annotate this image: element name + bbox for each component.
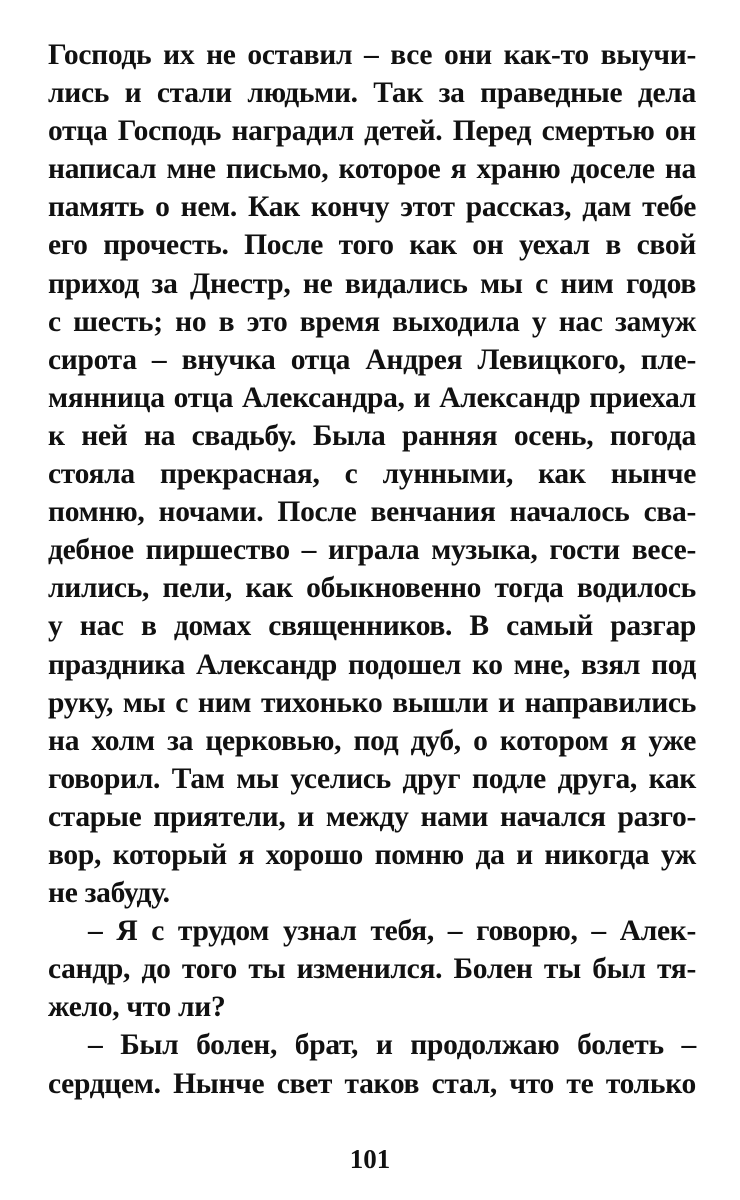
text-line: помню, ночами. После венчания началось сва- <box>48 496 696 529</box>
text-line: Господь их не оставил – все они как-то выучи- <box>48 39 696 71</box>
text-line: лились, пели, как обыкновенно тогда водилось <box>48 572 696 605</box>
text-line: праздника Александр подошел ко мне, взял под <box>48 648 696 681</box>
text-line: не забуду. <box>48 877 170 910</box>
text-line: мянница отца Александра, и Александр приехал <box>48 381 696 414</box>
text-line: написал мне письмо, которое я храню доселе на <box>48 153 696 186</box>
text-line: на холм за церковью, под дуб, о котором я уже <box>48 724 696 757</box>
text-line: старые приятели, и между нами начался разго- <box>48 800 696 833</box>
paragraph-1 <box>48 36 696 912</box>
text-line: сердцем. Нынче свет таков стал, что те только <box>48 1067 696 1100</box>
text-line: у нас в домах священников. В самый разгар <box>48 610 696 643</box>
text-line: приход за Днестр, не видались мы с ним годов <box>48 267 696 300</box>
text-line: руку, мы с ним тихонько вышли и направились <box>48 686 696 719</box>
page-text <box>48 36 696 1103</box>
text-line: сандр, до того ты изменился. Болен ты был тя- <box>48 953 696 986</box>
text-line: к ней на свадьбу. Была ранняя осень, погода <box>48 419 696 452</box>
text-line: память о нем. Как кончу этот рассказ, дам тебе <box>48 191 696 224</box>
paragraph-3 <box>48 1026 696 1102</box>
text-line: – Был болен, брат, и продолжаю болеть – <box>88 1029 696 1062</box>
text-line: стояла прекрасная, с лунными, как нынче <box>48 458 696 491</box>
text-line: отца Господь наградил детей. Перед смертью он <box>48 115 696 148</box>
text-line: вор, который я хорошо помню да и никогда уж <box>48 838 696 871</box>
text-line: говорил. Там мы уселись друг подле друга, как <box>48 762 696 795</box>
paragraph-2 <box>48 912 696 1026</box>
text-line: сирота – внучка отца Андрея Левицкого, пле- <box>48 343 696 376</box>
text-line: – Я с трудом узнал тебя, – говорю, – Алек- <box>88 915 696 948</box>
text-line: с шесть; но в это время выходила у нас замуж <box>48 305 696 338</box>
text-line: жело, что ли? <box>48 991 226 1024</box>
page-number: 101 <box>349 1144 391 1174</box>
text-line: дебное пиршество – играла музыка, гости весе- <box>48 534 696 567</box>
text-line: его прочесть. После того как он уехал в свой <box>48 229 696 262</box>
text-line: лись и стали людьми. Так за праведные дела <box>48 77 696 110</box>
